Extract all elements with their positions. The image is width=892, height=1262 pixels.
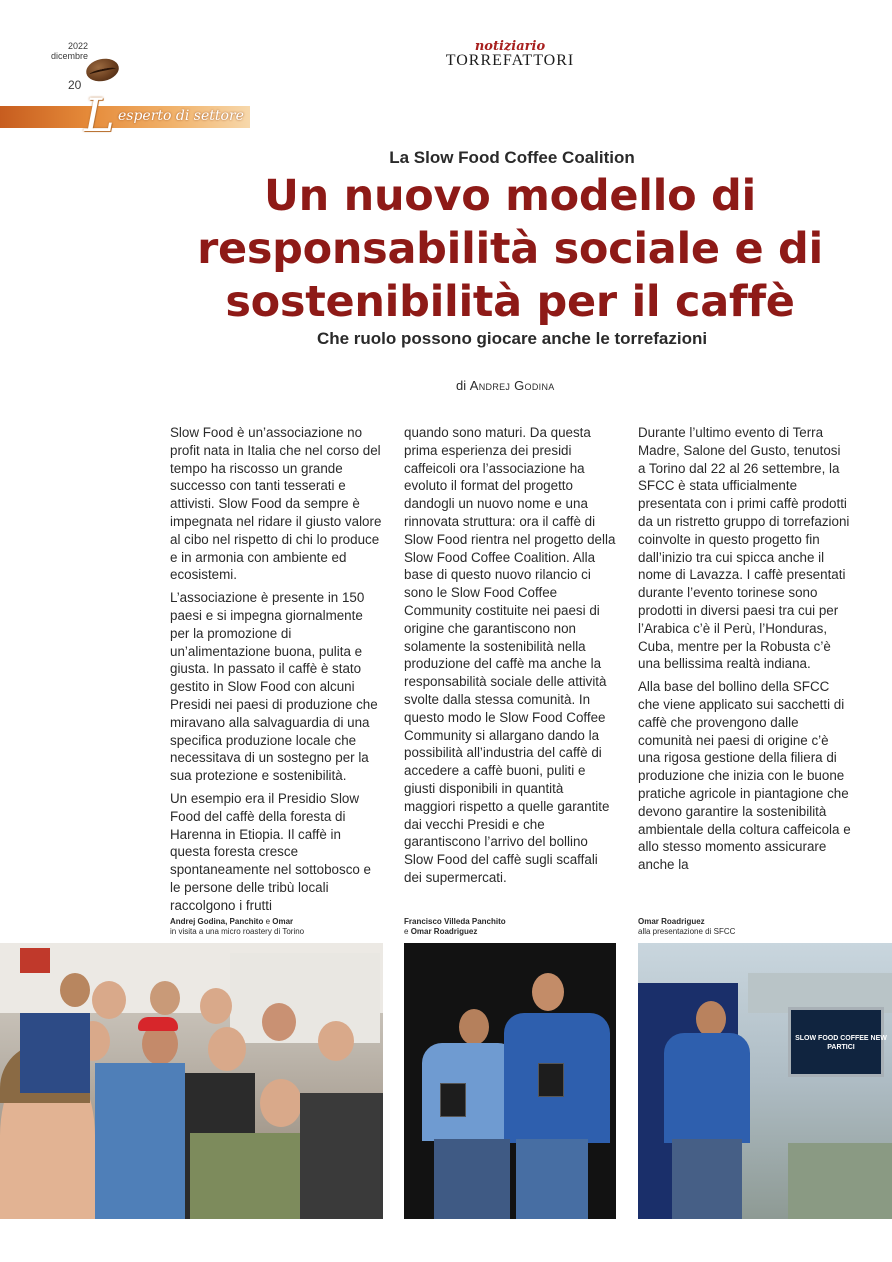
article-kicker: La Slow Food Coffee Coalition [389, 148, 635, 167]
issue-year: 2022 [67, 41, 88, 51]
photo-caption-1 [170, 917, 304, 937]
screen-text: SLOW FOOD COFFEE NEW PARTICI [795, 1035, 887, 1051]
article-column-2 [404, 424, 617, 892]
caption-names: Andrej Godina, Panchito [170, 917, 264, 926]
caption-detail: in visita a una micro roastery di Torino [170, 927, 305, 936]
paragraph: L’associazione è presente in 150 paesi e si impegna giornalmente per la promozione di un’alimentazione buona, pulita e giusta. In passato il caffè è stato gestito in Slow Food con alcuni Presidi nei paesi di produzione che miravano alla salvaguardia di una specifica produzione locale che necessitava di un sostegno per la sua protezione e sostenibilità. [170, 590, 378, 784]
caption-joiner: e [404, 927, 409, 936]
masthead-logo [440, 40, 580, 68]
paragraph: quando sono maturi. Da questa prima esperienza dei presidi caffeicoli ora l’associazione ha evoluto il format del progetto dandogli un nuovo nome e una rinnovata struttura: ora il caffè di Slow Food rientra nel progetto della Slow Food Coffee Coalition. Alla base di questo nuovo rilancio ci sono le Slow Food Coffee Community costituite nei paesi di origine che garantiscono non solamente la sostenibilità nella produzione del caffè ma anche la responsabilità sociale delle attività svolte dalla stessa comunità. In questo modo le Slow Food Coffee Community si allargano dando la possibilità all’industria del caffè di accedere a caffè buoni, puliti e giusti disponibili in quantità maggiori rispetto a quelle garantite dai vecchi Presidi e che garantiscono l’arrivo del bollino Slow Food del caffè sugli scaffali dei supermercati. [404, 425, 616, 885]
speaker-photo [638, 943, 892, 1219]
article-column-3 [638, 424, 851, 879]
byline [456, 378, 555, 393]
photo-caption-2 [404, 917, 506, 937]
presentation-screen [788, 1007, 887, 1077]
photo-caption-3 [638, 917, 735, 937]
section-label: esperto di settore [118, 108, 244, 124]
coffee-bean-icon [84, 56, 121, 84]
caption-names: Omar Roadriguez [638, 917, 705, 926]
byline-prefix: di [456, 378, 467, 393]
author-name: Andrej Godina [469, 378, 555, 393]
group-photo [0, 943, 383, 1219]
paragraph: Un esempio era il Presidio Slow Food del caffè della foresta di Harenna in Etiopia. Il caffè in questa foresta cresce spontaneamente nel sottobosco e le persone delle tribù locali raccolgono i frutti [170, 790, 372, 913]
paragraph: Slow Food è un’associazione no profit nata in Italia che nel corso del tempo ha riscosso un grande successo con tanti tesserati e attivisti. Slow Food da sempre è impegnata nel ridare il giusto valore al cibo nel rispetto di chi lo produce e in armonia con ambiente ed ecosistemi. [170, 425, 382, 583]
article-subtitle: Che ruolo possono giocare anche le torrefazioni [316, 329, 708, 348]
article-title: Un nuovo modello di responsabilità sociale e di sostenibilità per il caffè [197, 171, 823, 327]
page-number: 20 [68, 78, 82, 92]
caption-names: Omar [272, 917, 294, 926]
issue-date [38, 41, 88, 61]
paragraph: Alla base del bollino della SFCC che viene applicato sui sacchetti di caffè che provengono dalle comunità nei paesi di origine c’è una rigosa gestione della filiera di produzione che inizia con le buone pratiche agricole in piantagione che devono garantire la sostenibilità ambientale della coltura caffeicola e allo stesso momento assicurare anche la [638, 679, 851, 873]
caption-detail: alla presentazione di SFCC [638, 927, 736, 936]
caption-names: Omar Roadriguez [410, 927, 478, 936]
masthead-small: notiziario [474, 39, 546, 54]
portrait-photo [404, 943, 616, 1219]
article-column-1 [170, 424, 383, 920]
caption-names: Francisco Villeda Panchito [404, 917, 506, 926]
caption-joiner: e [265, 917, 271, 926]
paragraph: Durante l’ultimo evento di Terra Madre, Salone del Gusto, tenutosi a Torino dal 22 al 26 settembre, la SFCC è stata ufficialmente presentata con i primi caffè prodotti da un ristretto gruppo di torrefazioni coinvolte in questo progetto fin dall’inizio tra cui spicca anche il nome di Lavazza. I caffè presentati durante l’evento torinese sono prodotti in diversi paesi tra cui per l’Arabica c’è il Perù, l’Honduras, Cuba, mentre per la Robusta c’è una bellissima realtà indiana. [638, 425, 850, 672]
masthead-big: TORREFATTORI [445, 52, 575, 69]
issue-month: dicembre [50, 51, 88, 61]
section-initial: L [84, 88, 115, 142]
